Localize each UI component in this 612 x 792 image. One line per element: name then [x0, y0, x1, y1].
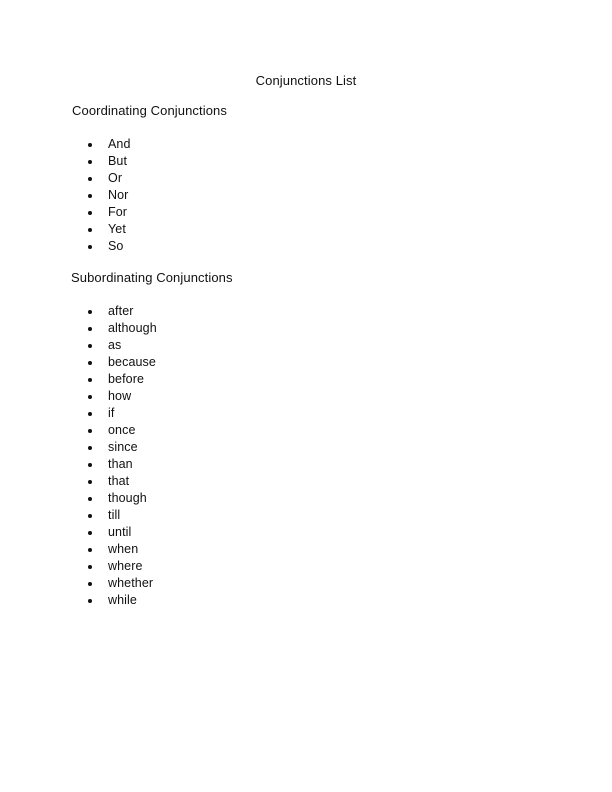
bullet-icon: [88, 548, 92, 552]
bullet-icon: [88, 160, 92, 164]
list-item: [88, 507, 157, 524]
list-item: [88, 354, 157, 371]
list-item: [88, 490, 157, 507]
bullet-icon: [88, 446, 92, 450]
list-item-text: until: [108, 525, 132, 539]
list-item: [88, 136, 131, 153]
list-item: [88, 422, 157, 439]
list-item: [88, 388, 157, 405]
list-item: [88, 337, 157, 354]
bullet-icon: [88, 378, 92, 382]
list-item-text: And: [108, 137, 131, 151]
list-item-text: before: [108, 372, 145, 386]
list-item-text: since: [108, 440, 138, 454]
bullet-icon: [88, 565, 92, 569]
list-item: [88, 320, 157, 337]
bullet-icon: [88, 480, 92, 484]
subordinating-list: [88, 303, 157, 609]
bullet-icon: [88, 497, 92, 501]
page-title: Conjunctions List: [255, 73, 357, 88]
list-item-text: if: [108, 406, 115, 420]
list-item-text: For: [108, 205, 128, 219]
bullet-icon: [88, 395, 92, 399]
bullet-icon: [88, 412, 92, 416]
list-item-text: where: [108, 559, 143, 573]
coordinating-list: [88, 136, 131, 255]
list-item: [88, 204, 131, 221]
bullet-icon: [88, 531, 92, 535]
list-item-text: although: [108, 321, 157, 335]
bullet-icon: [88, 327, 92, 331]
list-item: [88, 221, 131, 238]
list-item-text: when: [108, 542, 139, 556]
bullet-icon: [88, 582, 92, 586]
list-item-text: once: [108, 423, 136, 437]
bullet-icon: [88, 194, 92, 198]
list-item-text: Nor: [108, 188, 129, 202]
list-item-text: after: [108, 304, 134, 318]
list-item: [88, 541, 157, 558]
bullet-icon: [88, 310, 92, 314]
list-item: [88, 153, 131, 170]
list-item: [88, 575, 157, 592]
list-item: [88, 473, 157, 490]
list-item-text: that: [108, 474, 130, 488]
list-item-text: though: [108, 491, 147, 505]
list-item: [88, 170, 131, 187]
list-item-text: as: [108, 338, 122, 352]
list-item-text: because: [108, 355, 156, 369]
bullet-icon: [88, 228, 92, 232]
list-item: [88, 456, 157, 473]
list-item: [88, 371, 157, 388]
bullet-icon: [88, 599, 92, 603]
list-item-text: whether: [108, 576, 154, 590]
list-item-text: Yet: [108, 222, 126, 236]
list-item-text: till: [108, 508, 121, 522]
bullet-icon: [88, 344, 92, 348]
bullet-icon: [88, 514, 92, 518]
bullet-icon: [88, 177, 92, 181]
bullet-icon: [88, 245, 92, 249]
list-item-text: than: [108, 457, 133, 471]
list-item: [88, 405, 157, 422]
subordinating-heading: Subordinating Conjunctions: [71, 270, 233, 285]
list-item: [88, 187, 131, 204]
list-item-text: while: [108, 593, 137, 607]
bullet-icon: [88, 361, 92, 365]
list-item: [88, 524, 157, 541]
list-item: [88, 558, 157, 575]
list-item-text: So: [108, 239, 124, 253]
bullet-icon: [88, 211, 92, 215]
list-item: [88, 303, 157, 320]
bullet-icon: [88, 429, 92, 433]
list-item: [88, 238, 131, 255]
coordinating-heading: Coordinating Conjunctions: [72, 103, 227, 118]
bullet-icon: [88, 143, 92, 147]
list-item-text: But: [108, 154, 128, 168]
list-item: [88, 592, 157, 609]
list-item: [88, 439, 157, 456]
list-item-text: how: [108, 389, 132, 403]
bullet-icon: [88, 463, 92, 467]
list-item-text: Or: [108, 171, 123, 185]
